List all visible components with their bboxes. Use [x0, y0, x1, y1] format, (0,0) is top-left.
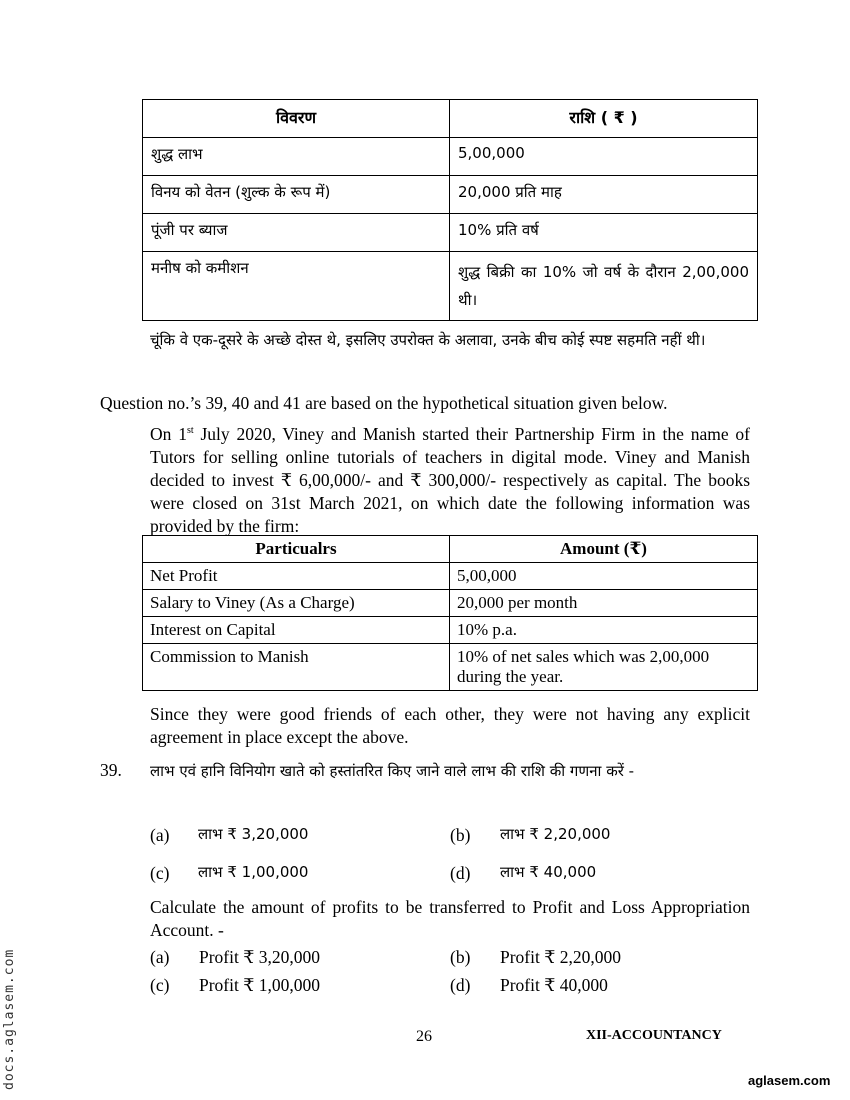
side-watermark: docs.aglasem.com — [2, 948, 17, 1090]
option-label: (a) — [150, 825, 170, 845]
table-cell: मनीष को कमीशन — [143, 252, 450, 321]
table-row — [143, 590, 758, 617]
table-cell: Interest on Capital — [143, 617, 450, 644]
table-row — [143, 214, 758, 252]
subject-footer: XII-ACCOUNTANCY — [586, 1028, 722, 1043]
table-cell: Salary to Viney (As a Charge) — [143, 590, 450, 617]
table-row — [143, 617, 758, 644]
option-text: Profit ₹ 3,20,000 — [199, 947, 320, 967]
table-cell: Net Profit — [143, 563, 450, 590]
table-cell: पूंजी पर ब्याज — [143, 214, 450, 252]
option-label: (c) — [150, 975, 170, 995]
table-row — [143, 138, 758, 176]
option-text: Profit ₹ 1,00,000 — [199, 975, 320, 995]
table-cell: शुद्ध बिक्री का 10% जो वर्ष के दौरान 2,00,000 थी। — [450, 252, 758, 321]
option-text: Profit ₹ 40,000 — [500, 975, 608, 995]
table-row — [143, 176, 758, 214]
table-header: विवरण — [143, 100, 450, 138]
page-number: 26 — [416, 1028, 432, 1045]
option-label: (a) — [150, 947, 170, 967]
question-text-hindi: लाभ एवं हानि विनियोग खाते को हस्तांतरित किए जाने वाले लाभ की राशि की गणना करें - — [150, 762, 635, 780]
table-cell: 10% प्रति वर्ष — [450, 214, 758, 252]
ordinal-superscript: st — [186, 425, 194, 436]
option-text: लाभ ₹ 3,20,000 — [198, 825, 309, 843]
table-cell: 5,00,000 — [450, 138, 758, 176]
table-row — [143, 563, 758, 590]
option-label: (c) — [150, 863, 170, 883]
question-intro: Question no.’s 39, 40 and 41 are based on the hypothetical situation given below. — [100, 393, 668, 413]
hindi-note: चूंकि वे एक-दूसरे के अच्छे दोस्त थे, इसलिए उपरोक्त के अलावा, उनके बीच कोई स्पष्ट सहमति नहीं थी। — [150, 331, 706, 349]
option-label: (d) — [450, 975, 471, 995]
table-header: Amount (₹) — [450, 536, 758, 563]
table-header-row — [143, 536, 758, 563]
question-number: 39. — [100, 760, 122, 780]
option-label: (d) — [450, 863, 471, 883]
situation-text-rest: July 2020, Viney and Manish started their Partnership Firm in the name of Tutors for selling online tutorials of teachers in digital mode. Viney and Manish decided to invest ₹ 6,00,000/- and ₹ 300,000/- respectively as capital. The books were closed on 31st March 2021, on which date the following information was provided by the firm: — [150, 423, 751, 536]
table-cell: विनय को वेतन (शुल्क के रूप में) — [143, 176, 450, 214]
table-header-row — [143, 100, 758, 138]
table-header: Particualrs — [143, 536, 450, 563]
table-row — [143, 252, 758, 321]
table-cell: Commission to Manish — [143, 644, 450, 691]
option-text: लाभ ₹ 1,00,000 — [198, 863, 309, 881]
option-label: (b) — [450, 947, 471, 967]
table-cell: 10% p.a. — [450, 617, 758, 644]
english-note: Since they were good friends of each other, they were not having any explicit agreement in place except the above. — [150, 704, 750, 747]
brand-link[interactable]: aglasem.com — [748, 1073, 831, 1088]
table-header: राशि ( ₹ ) — [450, 100, 758, 138]
table-row — [143, 644, 758, 691]
table-cell: 20,000 per month — [450, 590, 758, 617]
table-cell: शुद्ध लाभ — [143, 138, 450, 176]
option-label: (b) — [450, 825, 471, 845]
option-text: लाभ ₹ 40,000 — [500, 863, 597, 881]
option-text: लाभ ₹ 2,20,000 — [500, 825, 611, 843]
table-cell: 10% of net sales which was 2,00,000 during the year. — [450, 644, 758, 691]
hindi-data-table — [142, 99, 758, 321]
situation-paragraph — [150, 419, 750, 538]
english-data-table — [142, 535, 758, 691]
table-cell: 5,00,000 — [450, 563, 758, 590]
table-cell: 20,000 प्रति माह — [450, 176, 758, 214]
option-text: Profit ₹ 2,20,000 — [500, 947, 621, 967]
situation-text-start: On 1 — [150, 423, 187, 444]
question-text-english: Calculate the amount of profits to be transferred to Profit and Loss Appropriation Account. - — [150, 897, 750, 940]
